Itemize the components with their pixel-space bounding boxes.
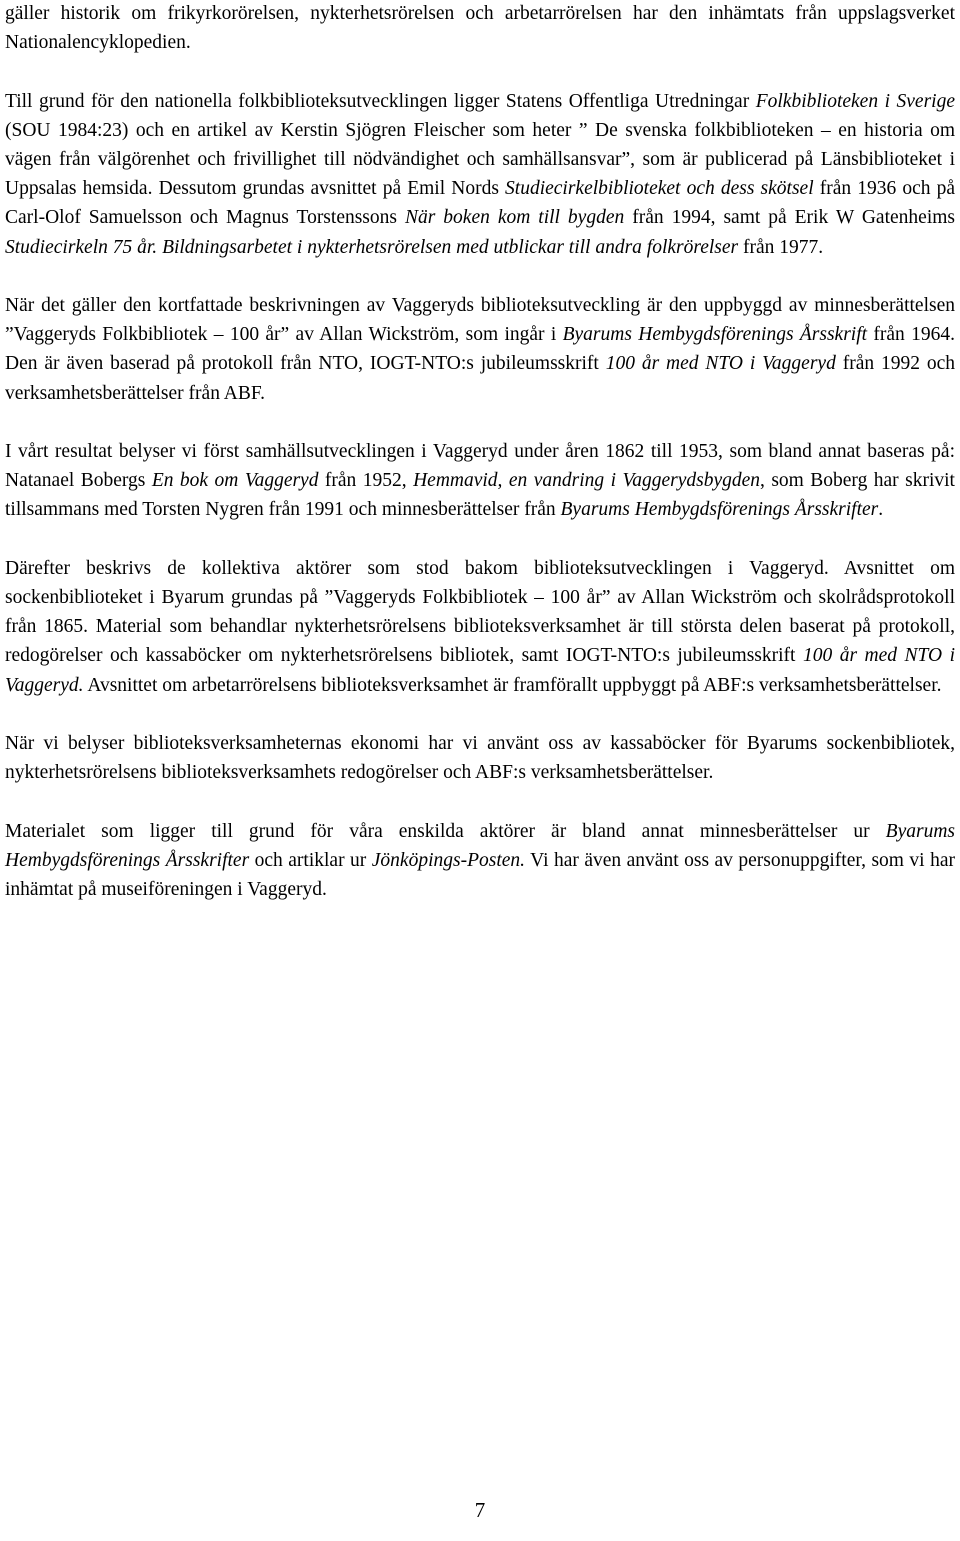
italic-title: Studiecirkelbiblioteket och dess skötsel: [505, 178, 814, 200]
text-segment: gäller historik om frikyrkorörelsen, nykterhetsrörelsen och arbetarrörelsen har den inhämtats från uppslagsverket Nationalencyklopedien.: [5, 3, 955, 54]
paragraph: [5, 437, 955, 525]
italic-title: Studiecirkeln 75 år.: [5, 236, 158, 258]
paragraph: [5, 554, 955, 700]
italic-title: 100 år med NTO i Vaggeryd.: [5, 645, 956, 696]
text-segment: Materialet som ligger till grund för våra enskilda aktörer är bland annat minnesberättelser ur: [5, 820, 886, 842]
text-segment: (SOU 1984:23) och en artikel av Kerstin Sjögren Fleischer som heter ” De svenska folkbiblioteken – en historia om vägen från välgörenhet och frivillighet till nödvändighet och samhällsansvar”, som är publicerad på Länsbiblioteket i Uppsalas hemsida. Dessutom grundas avsnittet på Emil Nords: [5, 119, 955, 200]
paragraph: [5, 0, 955, 57]
paragraph: [5, 291, 955, 408]
text-segment: Till grund för den nationella folkbiblioteksutvecklingen ligger Statens Offentliga Utredningar: [5, 90, 756, 112]
italic-title: När boken kom till bygden: [404, 207, 625, 229]
text-segment: och artiklar ur: [249, 849, 372, 871]
document-body: [5, 0, 955, 933]
text-segment: När vi belyser biblioteksverksamheternas ekonomi har vi använt oss av kassaböcker för Byarums sockenbibliotek, nykterhetsrörelsens biblioteksverksamhets redogörelser och ABF:s verksamhetsberättelser.: [5, 733, 955, 784]
paragraph: [5, 817, 955, 905]
text-segment: Därefter beskrivs de kollektiva aktörer som stod bakom biblioteksutvecklingen i Vaggeryd. Avsnittet om sockenbiblioteket i Byarum grundas på ”Vaggeryds Folkbibliotek – 100 år” av Allan Wickström och skolrådsprotokoll från 1865. Material som behandlar nykterhetsrörelsens biblioteksverksamhet är till största delen baserat på protokoll, redogörelser och kassaböcker om nykterhetsrörelsens bibliotek, samt IOGT-NTO:s jubileumsskrift: [5, 557, 955, 667]
italic-title: Byarums Hembygdsförenings Årsskrifter: [560, 499, 879, 521]
text-segment: I vårt resultat belyser vi först samhällsutvecklingen i Vaggeryd under åren 1862 till 1953, som bland annat baseras på: Natanael Bobergs: [5, 441, 955, 492]
text-segment: från 1992 och verksamhetsberättelser från ABF.: [5, 353, 955, 404]
italic-title: Byarums Hembygdsförenings Årsskrifter: [5, 820, 955, 871]
italic-title: En bok om Vaggeryd: [151, 470, 319, 492]
paragraph: [5, 729, 955, 787]
text-segment: från 1964. Den är även baserad på protokoll från NTO, IOGT-NTO:s jubileumsskrift: [5, 324, 955, 375]
paragraph: [5, 87, 955, 262]
text-segment: Vi har även använt oss av personuppgifter, som vi har inhämtat på museiföreningen i Vaggeryd.: [5, 849, 955, 900]
italic-title: Byarums Hembygdsförenings Årsskrift: [562, 324, 868, 346]
italic-title: Folkbiblioteken i Sverige: [755, 90, 955, 112]
text-segment: från 1977.: [738, 236, 824, 258]
page-number: 7: [474, 1498, 486, 1522]
text-segment: från 1952,: [318, 470, 414, 492]
italic-title: Jönköpings-Posten.: [371, 849, 526, 871]
text-segment: Avsnittet om arbetarrörelsens biblioteksverksamhet är framförallt uppbyggt på ABF:s verksamhetsberättelser.: [83, 674, 942, 696]
italic-title: Hemmavid, en vandring i Vaggerydsbygden: [413, 470, 760, 492]
italic-title: 100 år med NTO i Vaggeryd: [605, 353, 836, 375]
italic-title: Bildningsarbetet i nykterhetsrörelsen med utblickar till andra folkrörelser: [162, 236, 739, 258]
text-segment: från 1994, samt på Erik W Gatenheims: [624, 207, 955, 229]
text-segment: .: [878, 499, 884, 521]
text-segment: från 1936 och på Carl-Olof Samuelsson och Magnus Torstenssons: [5, 178, 956, 229]
text-segment: , som Boberg har skrivit tillsammans med Torsten Nygren från 1991 och minnesberättelser från: [5, 470, 955, 521]
text-segment: När det gäller den kortfattade beskrivningen av Vaggeryds biblioteksutveckling är den uppbyggd av minnesberättelsen ”Vaggeryds Folkbibliotek – 100 år” av Allan Wickström, som ingår i: [5, 295, 955, 346]
